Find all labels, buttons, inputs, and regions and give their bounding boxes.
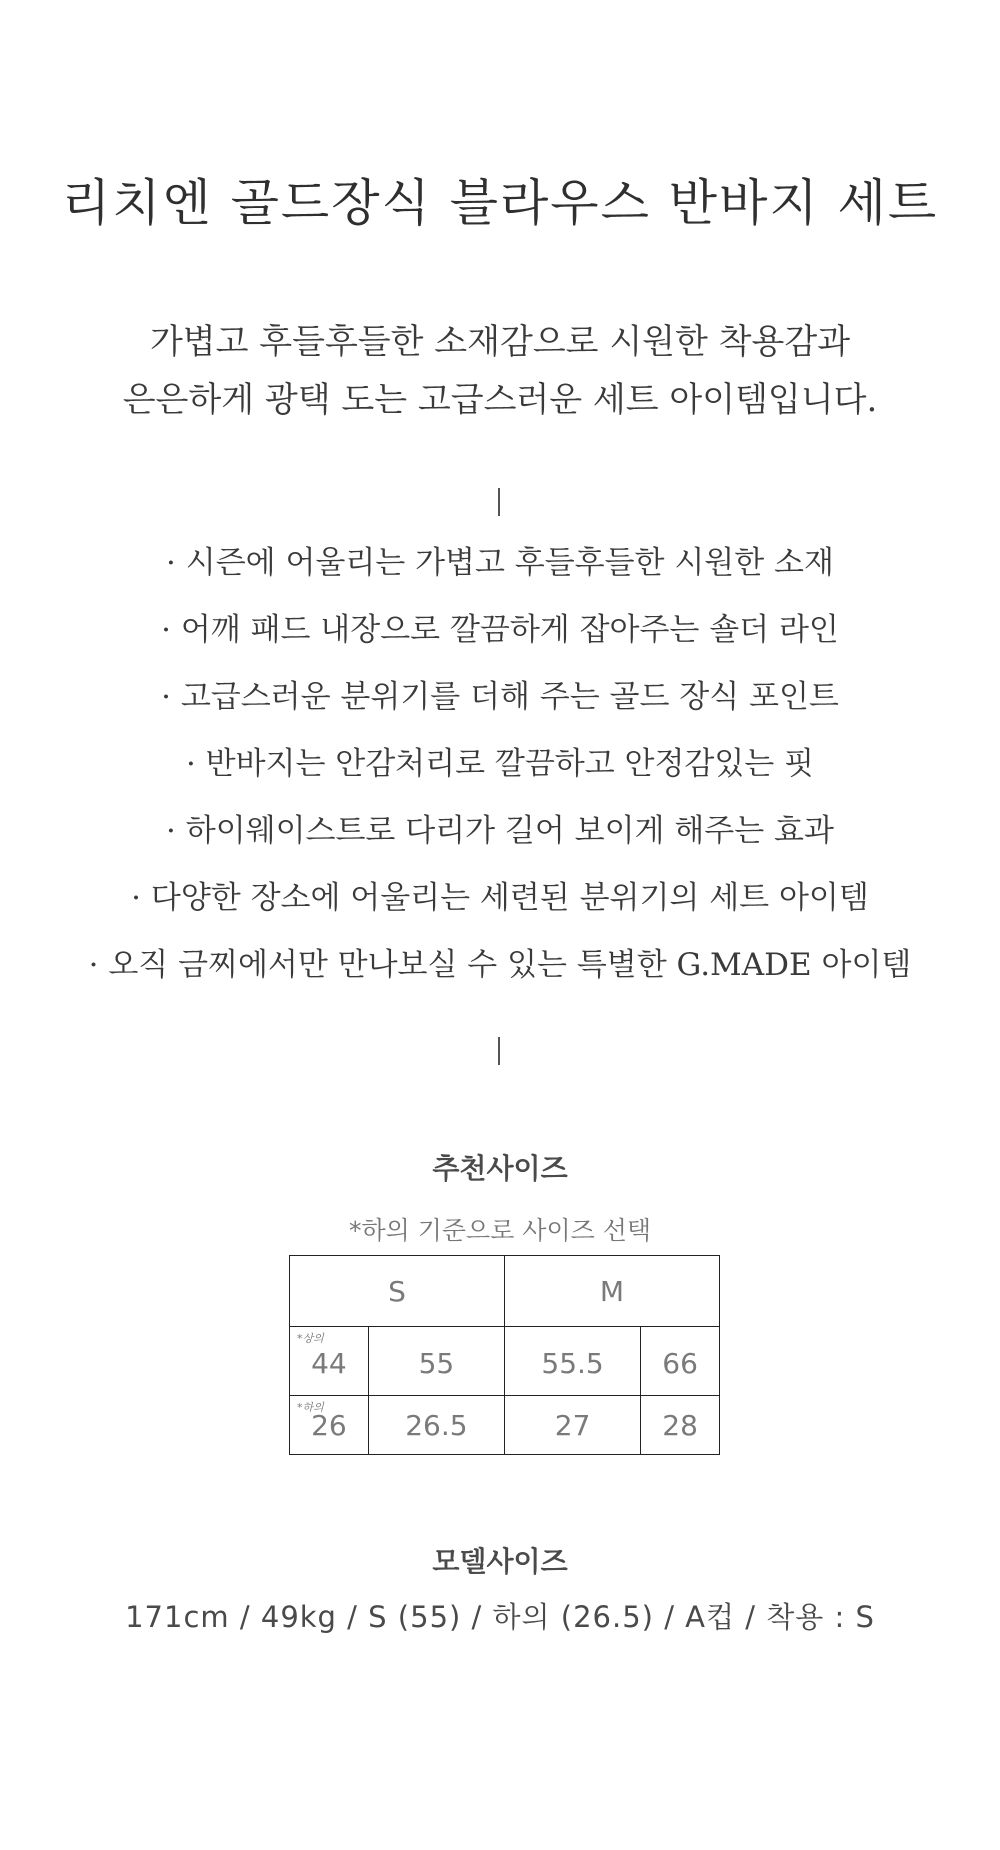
intro-line: 은은하게 광택 도는 고급스러운 세트 아이템입니다. xyxy=(122,380,878,420)
intro-line: 가볍고 후들후들한 소재감으로 시원한 착용감과 xyxy=(149,322,851,362)
table-cell: 66 xyxy=(641,1327,720,1396)
size-header-s: S xyxy=(290,1256,505,1327)
table-cell: 27 xyxy=(504,1396,640,1455)
feature-item: · 반바지는 안감처리로 깔끔하고 안정감있는 핏 xyxy=(185,746,815,782)
size-header-m: M xyxy=(504,1256,719,1327)
size-header-row xyxy=(290,1256,720,1327)
table-row-top xyxy=(290,1327,720,1396)
table-cell: 28 xyxy=(641,1396,720,1455)
feature-item: · 시즌에 어울리는 가볍고 후들후들한 시원한 소재 xyxy=(166,545,834,581)
table-cell: 55 xyxy=(368,1327,504,1396)
table-cell: 55.5 xyxy=(504,1327,640,1396)
model-size-title: 모델사이즈 xyxy=(432,1545,568,1578)
table-row-bottom xyxy=(290,1396,720,1455)
model-size-info: 171cm / 49kg / S (55) / 하의 (26.5) / A컵 / 착용 : S xyxy=(125,1600,875,1634)
feature-list xyxy=(0,538,1000,1007)
cell-value: 26 xyxy=(311,1408,347,1442)
size-table xyxy=(289,1255,720,1455)
table-cell xyxy=(290,1396,369,1455)
divider-bottom xyxy=(498,1037,500,1065)
feature-item: · 다양한 장소에 어울리는 세련된 분위기의 세트 아이템 xyxy=(131,880,869,916)
divider-top xyxy=(498,488,500,516)
feature-item: · 하이웨이스트로 다리가 길어 보이게 해주는 효과 xyxy=(166,813,834,849)
feature-item: · 오직 금찌에서만 만나보실 수 있는 특별한 G.MADE 아이템 xyxy=(88,947,912,983)
table-cell xyxy=(290,1327,369,1396)
cell-value: 44 xyxy=(311,1346,347,1380)
feature-item: · 어깨 패드 내장으로 깔끔하게 잡아주는 숄더 라인 xyxy=(161,612,839,648)
product-title: 리치엔 골드장식 블라우스 반바지 세트 xyxy=(61,174,939,232)
intro-text xyxy=(0,313,1000,429)
table-cell: 26.5 xyxy=(368,1396,504,1455)
feature-item: · 고급스러운 분위기를 더해 주는 골드 장식 포인트 xyxy=(161,679,839,715)
row-tag-top: *상의 xyxy=(297,1332,324,1345)
recommended-size-title: 추천사이즈 xyxy=(432,1152,568,1185)
row-tag-bottom: *하의 xyxy=(297,1401,324,1414)
size-note: *하의 기준으로 사이즈 선택 xyxy=(349,1216,651,1245)
